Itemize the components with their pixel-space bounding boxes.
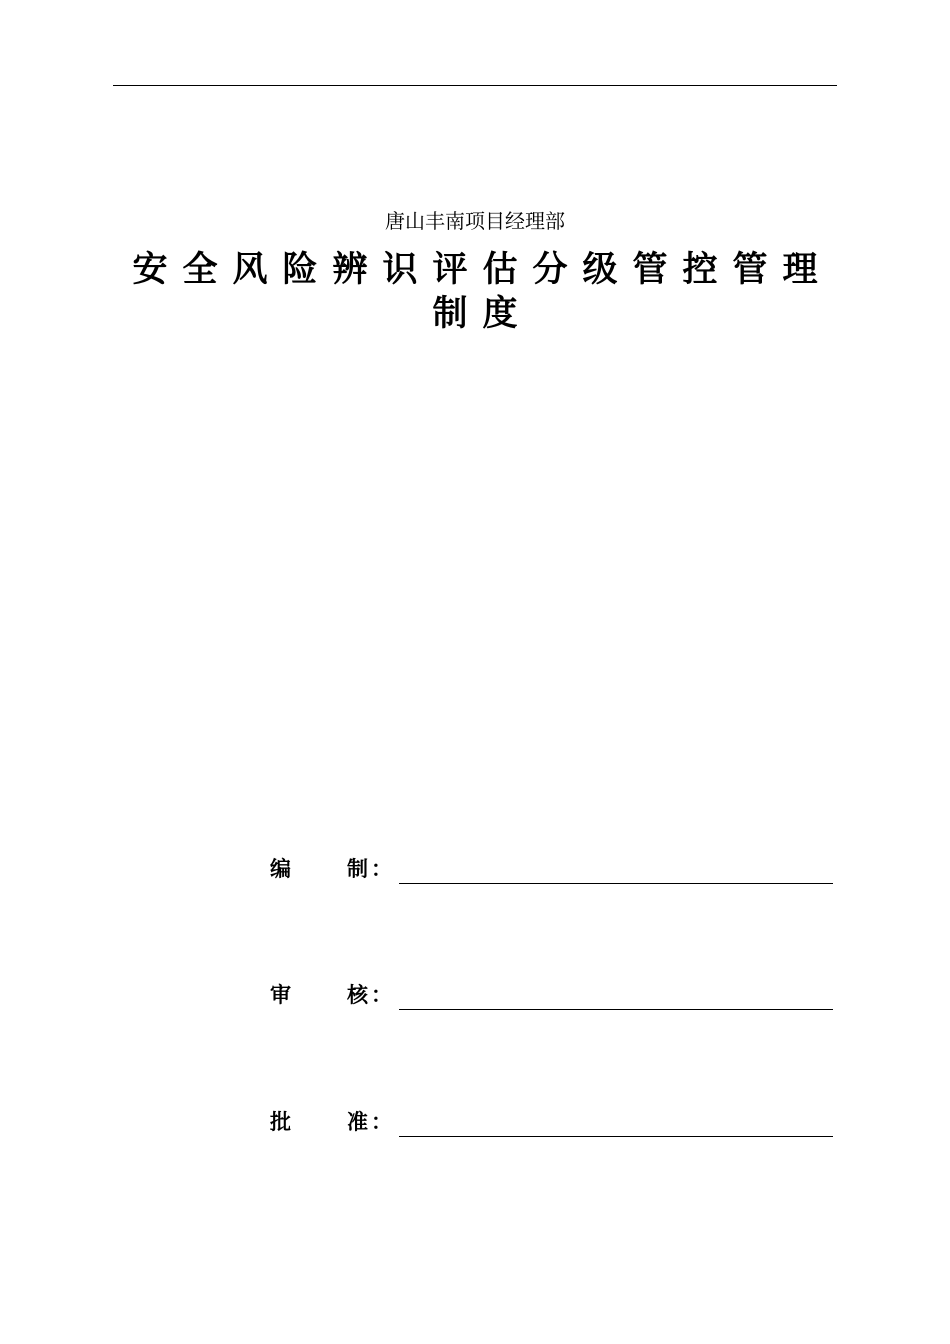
signoff-row-approved-by	[270, 1107, 833, 1141]
signoff-colon: ：	[371, 983, 392, 1007]
signoff-colon: ：	[371, 1110, 392, 1134]
signoff-label-char-2: 准	[347, 1110, 368, 1134]
signoff-label-char-1: 审	[270, 983, 291, 1007]
signoff-row-reviewed-by	[270, 980, 833, 1014]
signoff-label-char-1: 批	[270, 1110, 291, 1134]
header-rule	[113, 85, 837, 86]
signoff-row-compiled-by	[270, 854, 833, 888]
title-line-2: 制度	[432, 294, 533, 334]
title-line-1: 安全风险辨识评估分级管控管理	[132, 250, 833, 290]
signoff-label-char-1: 编	[270, 857, 291, 881]
signoff-label-char-2: 制	[347, 857, 368, 881]
signature-line	[399, 1136, 833, 1137]
signoff-label-char-2: 核	[347, 983, 368, 1007]
organization-name: 唐山丰南项目经理部	[385, 209, 565, 233]
document-title	[115, 248, 835, 336]
signature-line	[399, 1009, 833, 1010]
signature-line	[399, 883, 833, 884]
signoff-colon: ：	[371, 857, 392, 881]
